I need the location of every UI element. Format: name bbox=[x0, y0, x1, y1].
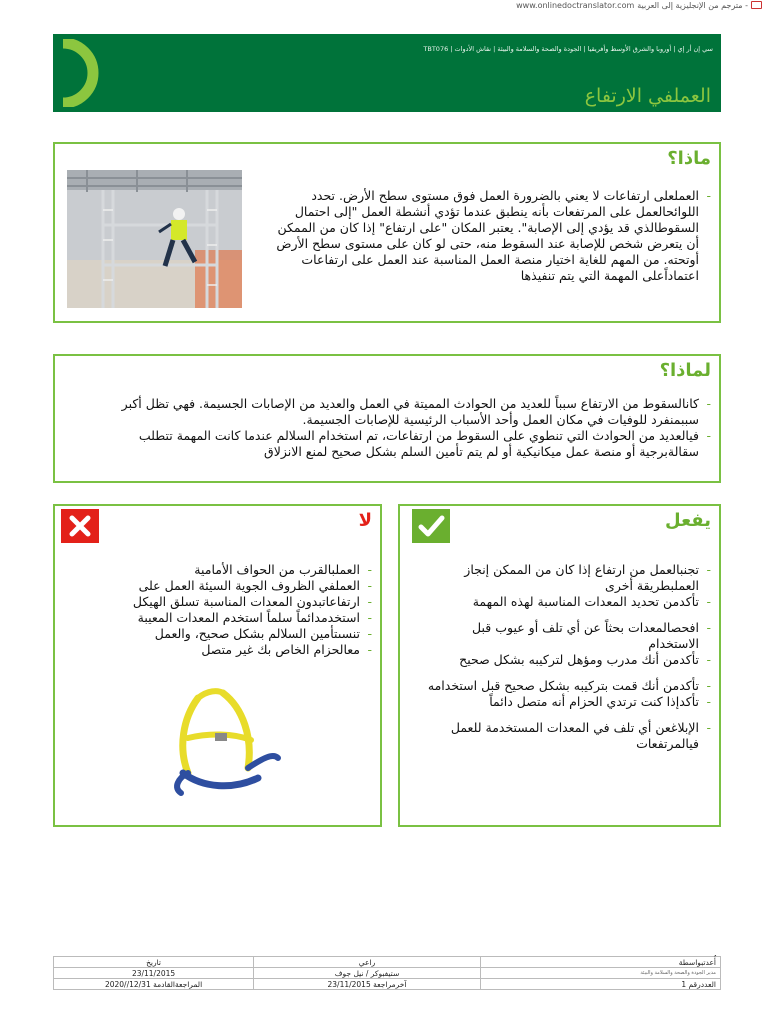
list-item: - العملفي الظروف الجوية السيئة العمل على bbox=[82, 578, 372, 594]
why-list bbox=[81, 396, 711, 460]
next-review: المراجعةالقادمة 12/31//2020 bbox=[54, 979, 254, 990]
prepared-by-role: مدير الجودة والصحة والسلامة والبيئة bbox=[480, 968, 720, 979]
list-item: - تنسىتأمين السلالم بشكل صحيح، والعمل bbox=[82, 626, 372, 642]
what-title: ماذا؟ bbox=[667, 148, 711, 169]
translator-url[interactable]: www.onlinedoctranslator.com bbox=[516, 0, 635, 10]
dont-list bbox=[82, 562, 372, 658]
list-item: - تأكدإذا كنت ترتدي الحزام أنه متصل دائماً bbox=[421, 694, 711, 710]
list-item: - تأكدمن أنك مدرب ومؤهل لتركيبه بشكل صحيح bbox=[421, 652, 711, 668]
list-item: - كانالسقوط من الارتفاع سبباً للعديد من الحوادث المميتة في العمل والعديد من الإصابات الجسيمة. فهي تظل أكبر سببمنفرد للوفيات في مكان العمل وأحد الأسباب الرئيسية للإصابات الجسيمة. bbox=[81, 396, 711, 428]
page-title: العملفي الارتفاع bbox=[584, 85, 711, 107]
list-item: - الإبلاغعن أي تلف في المعدات المستخدمة للعمل فيالمرتفعات bbox=[421, 720, 711, 752]
list-item: - العملبالقرب من الحواف الأمامية bbox=[82, 562, 372, 578]
company-logo-icon bbox=[57, 39, 99, 107]
list-item: - تجنبالعمل من ارتفاع إذا كان من الممكن إنجاز العملبطريقة أخرى bbox=[421, 562, 711, 594]
list-item: - العملعلى ارتفاعات لا يعني بالضرورة العمل فوق مستوى سطح الأرض. تحدد اللوائحالعمل على المرتفعات بأنه ينطبق عندما تؤدي أنشطة العمل "إلى احتمال السقوطالذي قد يؤدي إلى الإصابة". يعتبر المكان "على ارتفاع" إذا كان من الممكن أن يتعرض شخص للإصابة عند السقوط منه، حتى لو كان على مستوى سطح الأرض أوتحته. من المهم للغاية اختيار منصة العمل المناسبة عند العمل على ارتفاعات اعتماداًعلى المهمة التي يتم تنفيذها bbox=[276, 188, 711, 284]
translator-bar bbox=[502, 0, 768, 10]
dont-section bbox=[53, 504, 382, 827]
do-section bbox=[398, 504, 721, 827]
last-review: آخرمراجعة 23/11/2015 bbox=[254, 979, 481, 990]
document-control-table bbox=[53, 956, 721, 990]
list-item: - تأكدمن تحديد المعدات المناسبة لهذه المهمة bbox=[421, 594, 711, 610]
safety-harness-image bbox=[163, 678, 283, 798]
sponsor-name: ستيفبوكر / نيل جوف bbox=[254, 968, 481, 979]
why-title: لماذا؟ bbox=[659, 360, 711, 381]
prepared-by-label: أُعدتبواسطة bbox=[480, 957, 720, 968]
list-item: - فيالعديد من الحوادث التي تنطوي على السقوط من ارتفاعات، تم استخدام السلالم عندما كانت المهمة تتطلب سقالةبرجية أو منصة عمل ميكانيكية أو لم يتم تأمين السلم بشكل صحيح لمنع الانزلاق bbox=[81, 428, 711, 460]
cross-icon bbox=[61, 509, 99, 543]
translator-label: مترجم من الإنجليزية إلى العربية - bbox=[637, 0, 748, 10]
why-section bbox=[53, 354, 721, 483]
do-title: يفعل bbox=[665, 510, 711, 531]
document-header bbox=[53, 34, 721, 112]
date-value: 23/11/2015 bbox=[54, 968, 254, 979]
what-section bbox=[53, 142, 721, 323]
worker-on-scaffold-photo bbox=[67, 170, 242, 308]
list-item: - معالحزام الخاص بك غير متصل bbox=[82, 642, 372, 658]
sponsor-label: راعي bbox=[254, 957, 481, 968]
list-item: - تأكدمن أنك قمت بتركيبه بشكل صحيح قبل استخدامه bbox=[421, 678, 711, 694]
date-label: تاريخ bbox=[54, 957, 254, 968]
what-list bbox=[276, 188, 711, 284]
breadcrumb: سي إن أر إي | أوروبا والشرق الأوسط وأفريقيا | الجودة والصحة والسلامة والبيئة | نقاش الأدوات | TBT076 bbox=[423, 45, 713, 53]
translator-icon bbox=[751, 1, 762, 9]
do-list bbox=[421, 562, 711, 752]
check-icon bbox=[412, 509, 450, 543]
issue-number: العددرقم 1 bbox=[480, 979, 720, 990]
list-item: - افحصالمعدات بحثاً عن أي تلف أو عيوب قبل الاستخدام bbox=[421, 620, 711, 652]
list-item: - ارتفاعاتبدون المعدات المناسبة تسلق الهيكل bbox=[82, 594, 372, 610]
dont-title: لا bbox=[358, 510, 372, 531]
list-item: - استخدمدائماً سلماً استخدم المعدات المعيبة bbox=[82, 610, 372, 626]
